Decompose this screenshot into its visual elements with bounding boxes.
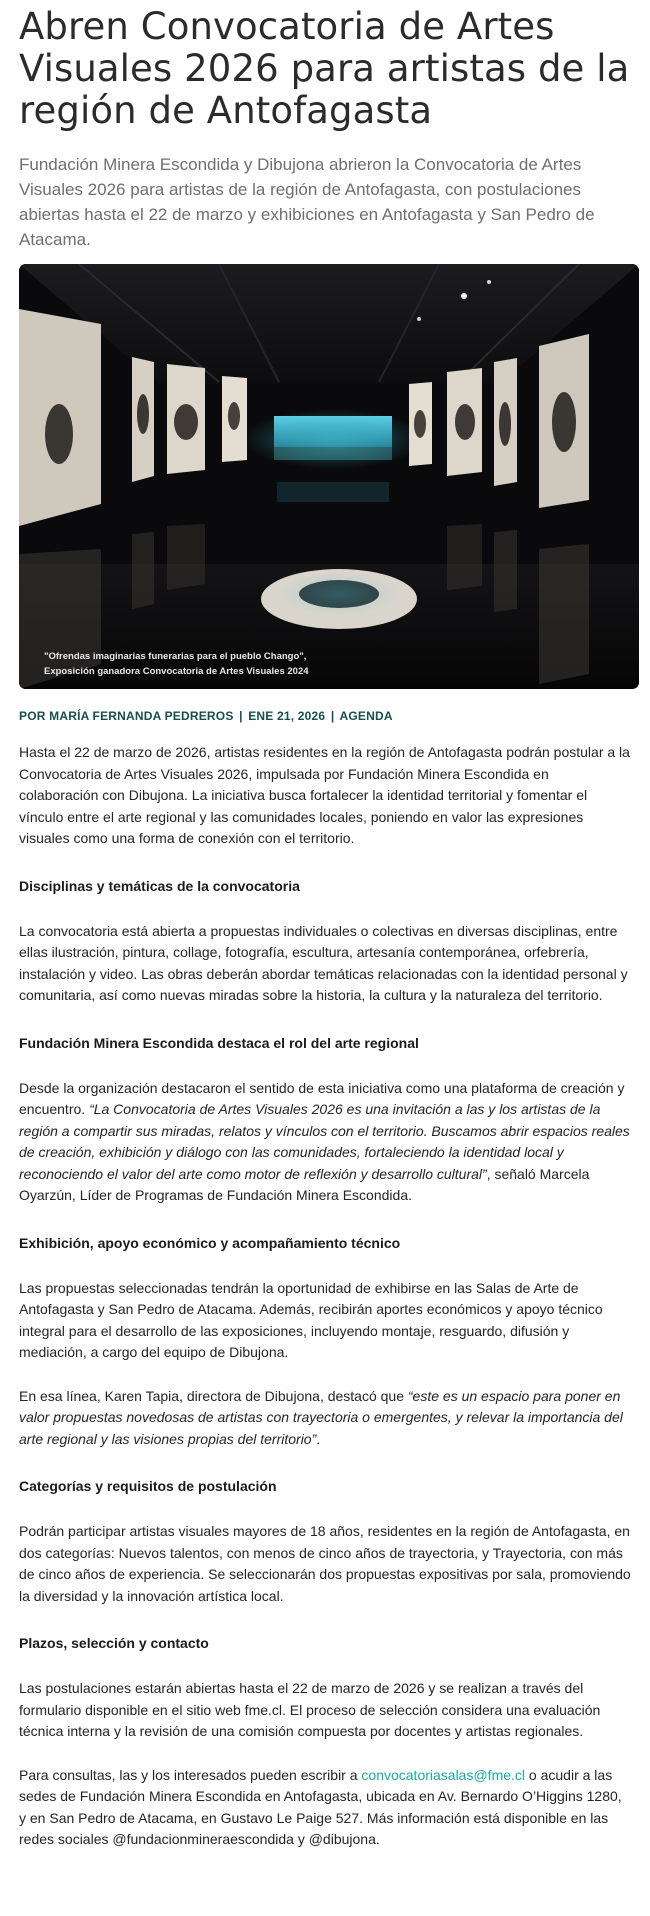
paragraph: Podrán participar artistas visuales mayores de 18 años, residentes en la región de Antofagasta, en dos categorías: Nuevos talentos, con menos de cinco años de trayectoria, y Trayectoria, con más de cinco años de experiencia. Se seleccionarán dos propuestas expositivas por sala, promoviendo la diversidad y la innovación artística local. xyxy=(19,1523,631,1604)
paragraph-text: o acudir a las sedes de Fundación Minera Escondida en Antofagasta, ubicada en Av. Bernardo O’Higgins 1280, y en San Pedro de Atacama, en Gustavo Le Paige 527. Más información está disponible en las redes sociales @fundacionmineraescondida y @dibujona. xyxy=(19,1766,622,1847)
byline xyxy=(19,709,631,723)
section-heading: Disciplinas y temáticas de la convocatoria xyxy=(19,877,300,894)
paragraph-text: , señaló Marcela Oyarzún, Líder de Programas de Fundación Minera Escondida. xyxy=(19,1165,590,1203)
image-caption xyxy=(44,649,309,679)
paragraph: Las propuestas seleccionadas tendrán la oportunidad de exhibirse en las Salas de Arte de Antofagasta y San Pedro de Atacama. Además, recibirán aportes económicos y apoyo técnico integral para el desarrollo de las exposiciones, incluyendo montaje, resguardo, difusión y mediación, a cargo del equipo de Dibujona. xyxy=(19,1279,603,1360)
section-heading: Categorías y requisitos de postulación xyxy=(19,1478,277,1494)
byline-separator: | xyxy=(330,709,335,723)
byline-separator: | xyxy=(239,709,243,723)
section-heading: Exhibición, apoyo económico y acompañamiento técnico xyxy=(19,1234,401,1251)
image-caption-line1: "Ofrendas imaginarias funerarias para el pueblo Chango", xyxy=(44,651,307,662)
article-lead: Fundación Minera Escondida y Dibujona abrieron la Convocatoria de Artes Visuales 2026 para artistas de la región de Antofagasta, con postulaciones abiertas hasta el 22 de marzo y exhibiciones en Antofagasta y San Pedro de Atacama. xyxy=(19,155,595,249)
gallery-photo xyxy=(19,264,639,689)
paragraph-text: . xyxy=(316,1430,321,1447)
image-caption-line2: Exposición ganadora Convocatoria de Artes Visuales 2024 xyxy=(44,666,309,677)
email-link[interactable]: convocatoriasalas@fme.cl xyxy=(361,1766,526,1783)
hero-image xyxy=(19,264,639,689)
section-heading: Fundación Minera Escondida destaca el rol del arte regional xyxy=(19,1034,419,1051)
article-title: Abren Convocatoria de Artes Visuales 2026 para artistas de la región de Antofagasta xyxy=(19,5,630,132)
quote: “este es un espacio para poner en valor propuestas novedosas de artistas con trayectoria o emergentes, y relevar la importancia del arte regional y las visiones propias del territorio” xyxy=(19,1387,623,1447)
byline-author[interactable]: POR MARÍA FERNANDA PEDREROS xyxy=(19,709,234,723)
paragraph-text: En esa línea, Karen Tapia, directora de Dibujona, destacó que xyxy=(19,1387,408,1404)
paragraph-text: Desde la organización destacaron el sentido de esta iniciativa como una plataforma de creación y encuentro. xyxy=(19,1079,625,1117)
paragraph-with-link xyxy=(19,1765,631,1851)
paragraph-with-quote xyxy=(19,1078,631,1207)
byline-category[interactable]: AGENDA xyxy=(339,709,393,723)
quote: “La Convocatoria de Artes Visuales 2026 es una invitación a las y los artistas de la región a compartir sus miradas, relatos y vínculos con el territorio. Buscamos abrir espacios reales de creación, exhibición y diálogo con las comunidades, fortaleciendo la identidad local y reconociendo el valor del arte como motor de reflexión y desarrollo cultural” xyxy=(19,1101,630,1182)
paragraph-intro: Hasta el 22 de marzo de 2026, artistas residentes en la región de Antofagasta podrán postular a la Convocatoria de Artes Visuales 2026, impulsada por Fundación Minera Escondida en colaboración con Dibujona. La iniciativa busca fortalecer la identidad territorial y fomentar el vínculo entre el arte regional y las comunidades locales, poniendo en valor las expresiones visuales como una forma de conexión con el territorio. xyxy=(19,744,630,846)
section-heading: Plazos, selección y contacto xyxy=(19,1635,209,1651)
byline-date: ENE 21, 2026 xyxy=(248,709,326,723)
paragraph: La convocatoria está abierta a propuestas individuales o colectivas en diversas disciplinas, entre ellas ilustración, pintura, collage, fotografía, escultura, artesanía contemporánea, orfebrería, instalación y video. Las obras deberán abordar temáticas relacionadas con la identidad personal y comunitaria, así como nuevas miradas sobre la historia, la cultura y la naturaleza del territorio. xyxy=(19,922,628,1003)
article xyxy=(0,6,650,1851)
article-body xyxy=(19,742,631,1851)
paragraph-text: Para consultas, las y los interesados pueden escribir a xyxy=(19,1766,362,1783)
paragraph: Las postulaciones estarán abiertas hasta el 22 de marzo de 2026 y se realizan a través del formulario disponible en el sitio web fme.cl. El proceso de selección considera una evaluación técnica interna y la revisión de una comisión compuesta por docentes y artistas regionales. xyxy=(19,1680,601,1739)
paragraph-with-quote xyxy=(19,1386,631,1451)
